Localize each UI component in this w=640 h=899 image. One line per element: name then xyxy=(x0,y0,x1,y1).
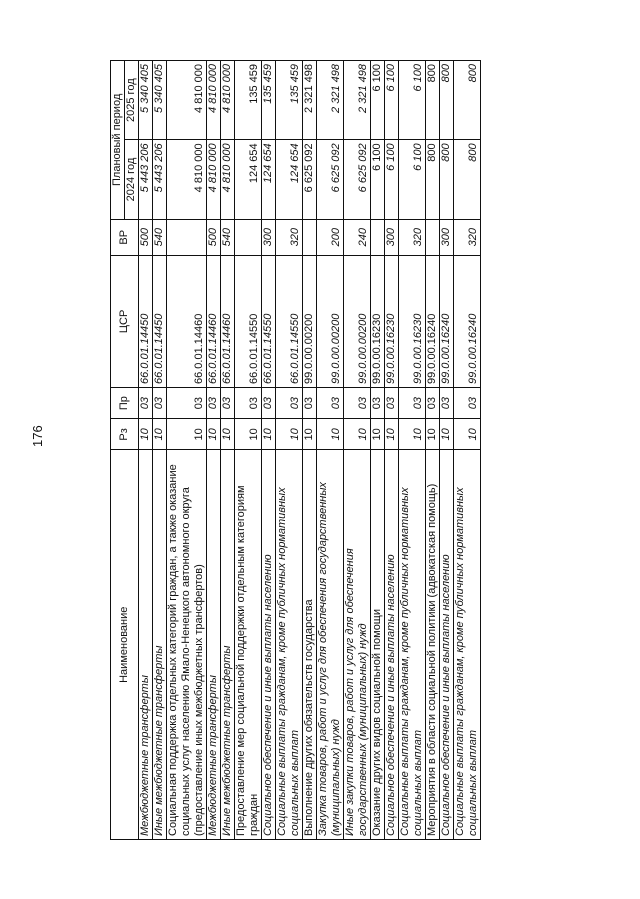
cell-vr: 320 xyxy=(276,219,303,255)
cell-csr: 99.0.00.16240 xyxy=(426,255,440,387)
cell-vr xyxy=(426,219,440,255)
cell-vr: 300 xyxy=(385,219,399,255)
cell-name: Предоставление мер социальной поддержки отдельным категориям граждан xyxy=(235,450,262,840)
cell-csr: 66.0.01.14450 xyxy=(153,255,167,387)
cell-name: Социальное обеспечение и иные выплаты населению xyxy=(385,450,399,840)
cell-y2024: 4 810 000 xyxy=(167,140,207,219)
cell-rz: 10 xyxy=(303,419,317,450)
cell-pr: 03 xyxy=(344,388,371,419)
cell-vr: 300 xyxy=(262,219,276,255)
cell-rz: 10 xyxy=(399,419,426,450)
cell-rz: 10 xyxy=(276,419,303,450)
cell-rz: 10 xyxy=(385,419,399,450)
cell-y2024: 6 100 xyxy=(371,140,385,219)
cell-pr: 03 xyxy=(153,388,167,419)
cell-y2024: 124 654 xyxy=(276,140,303,219)
cell-y2024: 124 654 xyxy=(262,140,276,219)
cell-name: Мероприятия в области социальной политики (адвокатская помощь) xyxy=(426,450,440,840)
cell-name: Социальное обеспечение и иные выплаты населению xyxy=(262,450,276,840)
cell-csr: 66.0.01.14550 xyxy=(276,255,303,387)
cell-vr: 300 xyxy=(440,219,454,255)
table-row xyxy=(454,61,481,840)
cell-vr: 240 xyxy=(344,219,371,255)
cell-csr: 99.0.00.00200 xyxy=(344,255,371,387)
cell-name: Оказание других видов социальной помощи xyxy=(371,450,385,840)
cell-rz: 10 xyxy=(454,419,481,450)
cell-pr: 03 xyxy=(139,388,153,419)
cell-y2025: 800 xyxy=(454,61,481,140)
cell-rz: 10 xyxy=(207,419,221,450)
cell-pr: 03 xyxy=(317,388,344,419)
table-row xyxy=(385,61,399,840)
cell-vr xyxy=(371,219,385,255)
cell-y2025: 4 810 000 xyxy=(207,61,221,140)
cell-vr: 500 xyxy=(139,219,153,255)
cell-vr: 500 xyxy=(207,219,221,255)
cell-y2025: 6 100 xyxy=(399,61,426,140)
cell-pr: 03 xyxy=(207,388,221,419)
cell-vr xyxy=(235,219,262,255)
cell-rz: 10 xyxy=(139,419,153,450)
table-row xyxy=(262,61,276,840)
rotated-table-container xyxy=(110,60,630,840)
cell-y2024: 6 625 092 xyxy=(303,140,317,219)
cell-y2025: 800 xyxy=(426,61,440,140)
cell-rz: 10 xyxy=(344,419,371,450)
cell-csr: 99.0.00.00200 xyxy=(303,255,317,387)
header-pr: Пр xyxy=(111,388,139,419)
header-vr: ВР xyxy=(111,219,139,255)
cell-y2024: 6 100 xyxy=(385,140,399,219)
header-rz: Рз xyxy=(111,419,139,450)
table-body xyxy=(139,61,481,840)
cell-y2025: 5 340 405 xyxy=(139,61,153,140)
table-row xyxy=(207,61,221,840)
cell-name: Межбюджетные трансферты xyxy=(207,450,221,840)
cell-y2025: 2 321 498 xyxy=(303,61,317,140)
table-row xyxy=(371,61,385,840)
cell-y2024: 5 443 206 xyxy=(139,140,153,219)
cell-y2024: 800 xyxy=(454,140,481,219)
header-csr: ЦСР xyxy=(111,255,139,387)
cell-y2024: 4 810 000 xyxy=(221,140,235,219)
cell-name: Иные межбюджетные трансферты xyxy=(221,450,235,840)
page-number: 176 xyxy=(30,425,45,447)
table-row xyxy=(139,61,153,840)
cell-y2025: 5 340 405 xyxy=(153,61,167,140)
header-name: Наименование xyxy=(111,450,139,840)
cell-name: Социальное обеспечение и иные выплаты населению xyxy=(440,450,454,840)
cell-pr: 03 xyxy=(221,388,235,419)
cell-pr: 03 xyxy=(303,388,317,419)
cell-rz: 10 xyxy=(371,419,385,450)
cell-csr: 99.0.00.16240 xyxy=(454,255,481,387)
cell-y2025: 6 100 xyxy=(385,61,399,140)
cell-y2025: 4 810 000 xyxy=(167,61,207,140)
cell-name: Иные закупки товаров, работ и услуг для обеспечения государственных (муниципальных) нужд xyxy=(344,450,371,840)
cell-rz: 10 xyxy=(221,419,235,450)
cell-rz: 10 xyxy=(235,419,262,450)
cell-y2025: 4 810 000 xyxy=(221,61,235,140)
cell-y2024: 6 625 092 xyxy=(317,140,344,219)
cell-y2025: 135 459 xyxy=(235,61,262,140)
cell-pr: 03 xyxy=(440,388,454,419)
cell-csr: 99.0.00.16240 xyxy=(440,255,454,387)
cell-rz: 10 xyxy=(262,419,276,450)
budget-table xyxy=(110,60,481,840)
cell-rz: 10 xyxy=(426,419,440,450)
cell-rz: 10 xyxy=(317,419,344,450)
cell-csr: 66.0.01.14460 xyxy=(221,255,235,387)
cell-vr: 540 xyxy=(221,219,235,255)
table-row xyxy=(426,61,440,840)
table-row xyxy=(276,61,303,840)
cell-name: Социальные выплаты гражданам, кроме публичных нормативных социальных выплат xyxy=(399,450,426,840)
cell-y2024: 124 654 xyxy=(235,140,262,219)
header-planned-period: Плановый период xyxy=(111,61,125,220)
table-row xyxy=(399,61,426,840)
cell-y2024: 800 xyxy=(440,140,454,219)
cell-pr: 03 xyxy=(385,388,399,419)
cell-csr: 66.0.01.14460 xyxy=(167,255,207,387)
cell-vr: 540 xyxy=(153,219,167,255)
cell-name: Социальные выплаты гражданам, кроме публичных нормативных социальных выплат xyxy=(276,450,303,840)
cell-y2025: 6 100 xyxy=(371,61,385,140)
cell-vr xyxy=(167,219,207,255)
cell-rz: 10 xyxy=(167,419,207,450)
cell-name: Социальные выплаты гражданам, кроме публичных нормативных социальных выплат xyxy=(454,450,481,840)
cell-pr: 03 xyxy=(371,388,385,419)
cell-csr: 66.0.01.14550 xyxy=(262,255,276,387)
table-row xyxy=(344,61,371,840)
cell-rz: 10 xyxy=(440,419,454,450)
cell-csr: 66.0.01.14550 xyxy=(235,255,262,387)
cell-name: Иные межбюджетные трансферты xyxy=(153,450,167,840)
table-row xyxy=(167,61,207,840)
cell-csr: 99.0.00.16230 xyxy=(385,255,399,387)
header-2025: 2025 год xyxy=(125,61,139,140)
cell-pr: 03 xyxy=(454,388,481,419)
table-row xyxy=(235,61,262,840)
cell-csr: 99.0.00.16230 xyxy=(371,255,385,387)
cell-y2025: 2 321 498 xyxy=(317,61,344,140)
cell-y2024: 6 100 xyxy=(399,140,426,219)
cell-pr: 03 xyxy=(262,388,276,419)
cell-vr xyxy=(303,219,317,255)
cell-vr: 320 xyxy=(399,219,426,255)
cell-vr: 200 xyxy=(317,219,344,255)
cell-rz: 10 xyxy=(153,419,167,450)
cell-name: Социальная поддержка отдельных категорий граждан, а также оказание социальных услуг населению Ямало-Ненецкого автономного округа (предоставление иных межбюджетных трансфертов) xyxy=(167,450,207,840)
cell-csr: 66.0.01.14450 xyxy=(139,255,153,387)
cell-csr: 99.0.00.00200 xyxy=(317,255,344,387)
cell-y2025: 800 xyxy=(440,61,454,140)
table-row xyxy=(440,61,454,840)
cell-vr: 320 xyxy=(454,219,481,255)
cell-y2024: 5 443 206 xyxy=(153,140,167,219)
cell-pr: 03 xyxy=(426,388,440,419)
cell-csr: 99.0.00.16230 xyxy=(399,255,426,387)
cell-y2024: 800 xyxy=(426,140,440,219)
table-row xyxy=(303,61,317,840)
cell-pr: 03 xyxy=(167,388,207,419)
cell-y2025: 2 321 498 xyxy=(344,61,371,140)
cell-y2025: 135 459 xyxy=(262,61,276,140)
cell-y2024: 6 625 092 xyxy=(344,140,371,219)
cell-name: Выполнение других обязательств государства xyxy=(303,450,317,840)
cell-name: Закупка товаров, работ и услуг для обеспечения государственных (муниципальных) нужд xyxy=(317,450,344,840)
cell-csr: 66.0.01.14460 xyxy=(207,255,221,387)
table-row xyxy=(221,61,235,840)
cell-pr: 03 xyxy=(399,388,426,419)
table-row xyxy=(317,61,344,840)
cell-pr: 03 xyxy=(235,388,262,419)
cell-y2024: 4 810 000 xyxy=(207,140,221,219)
header-2024: 2024 год xyxy=(125,140,139,219)
cell-pr: 03 xyxy=(276,388,303,419)
cell-name: Межбюджетные трансферты xyxy=(139,450,153,840)
table-row xyxy=(153,61,167,840)
cell-y2025: 135 459 xyxy=(276,61,303,140)
